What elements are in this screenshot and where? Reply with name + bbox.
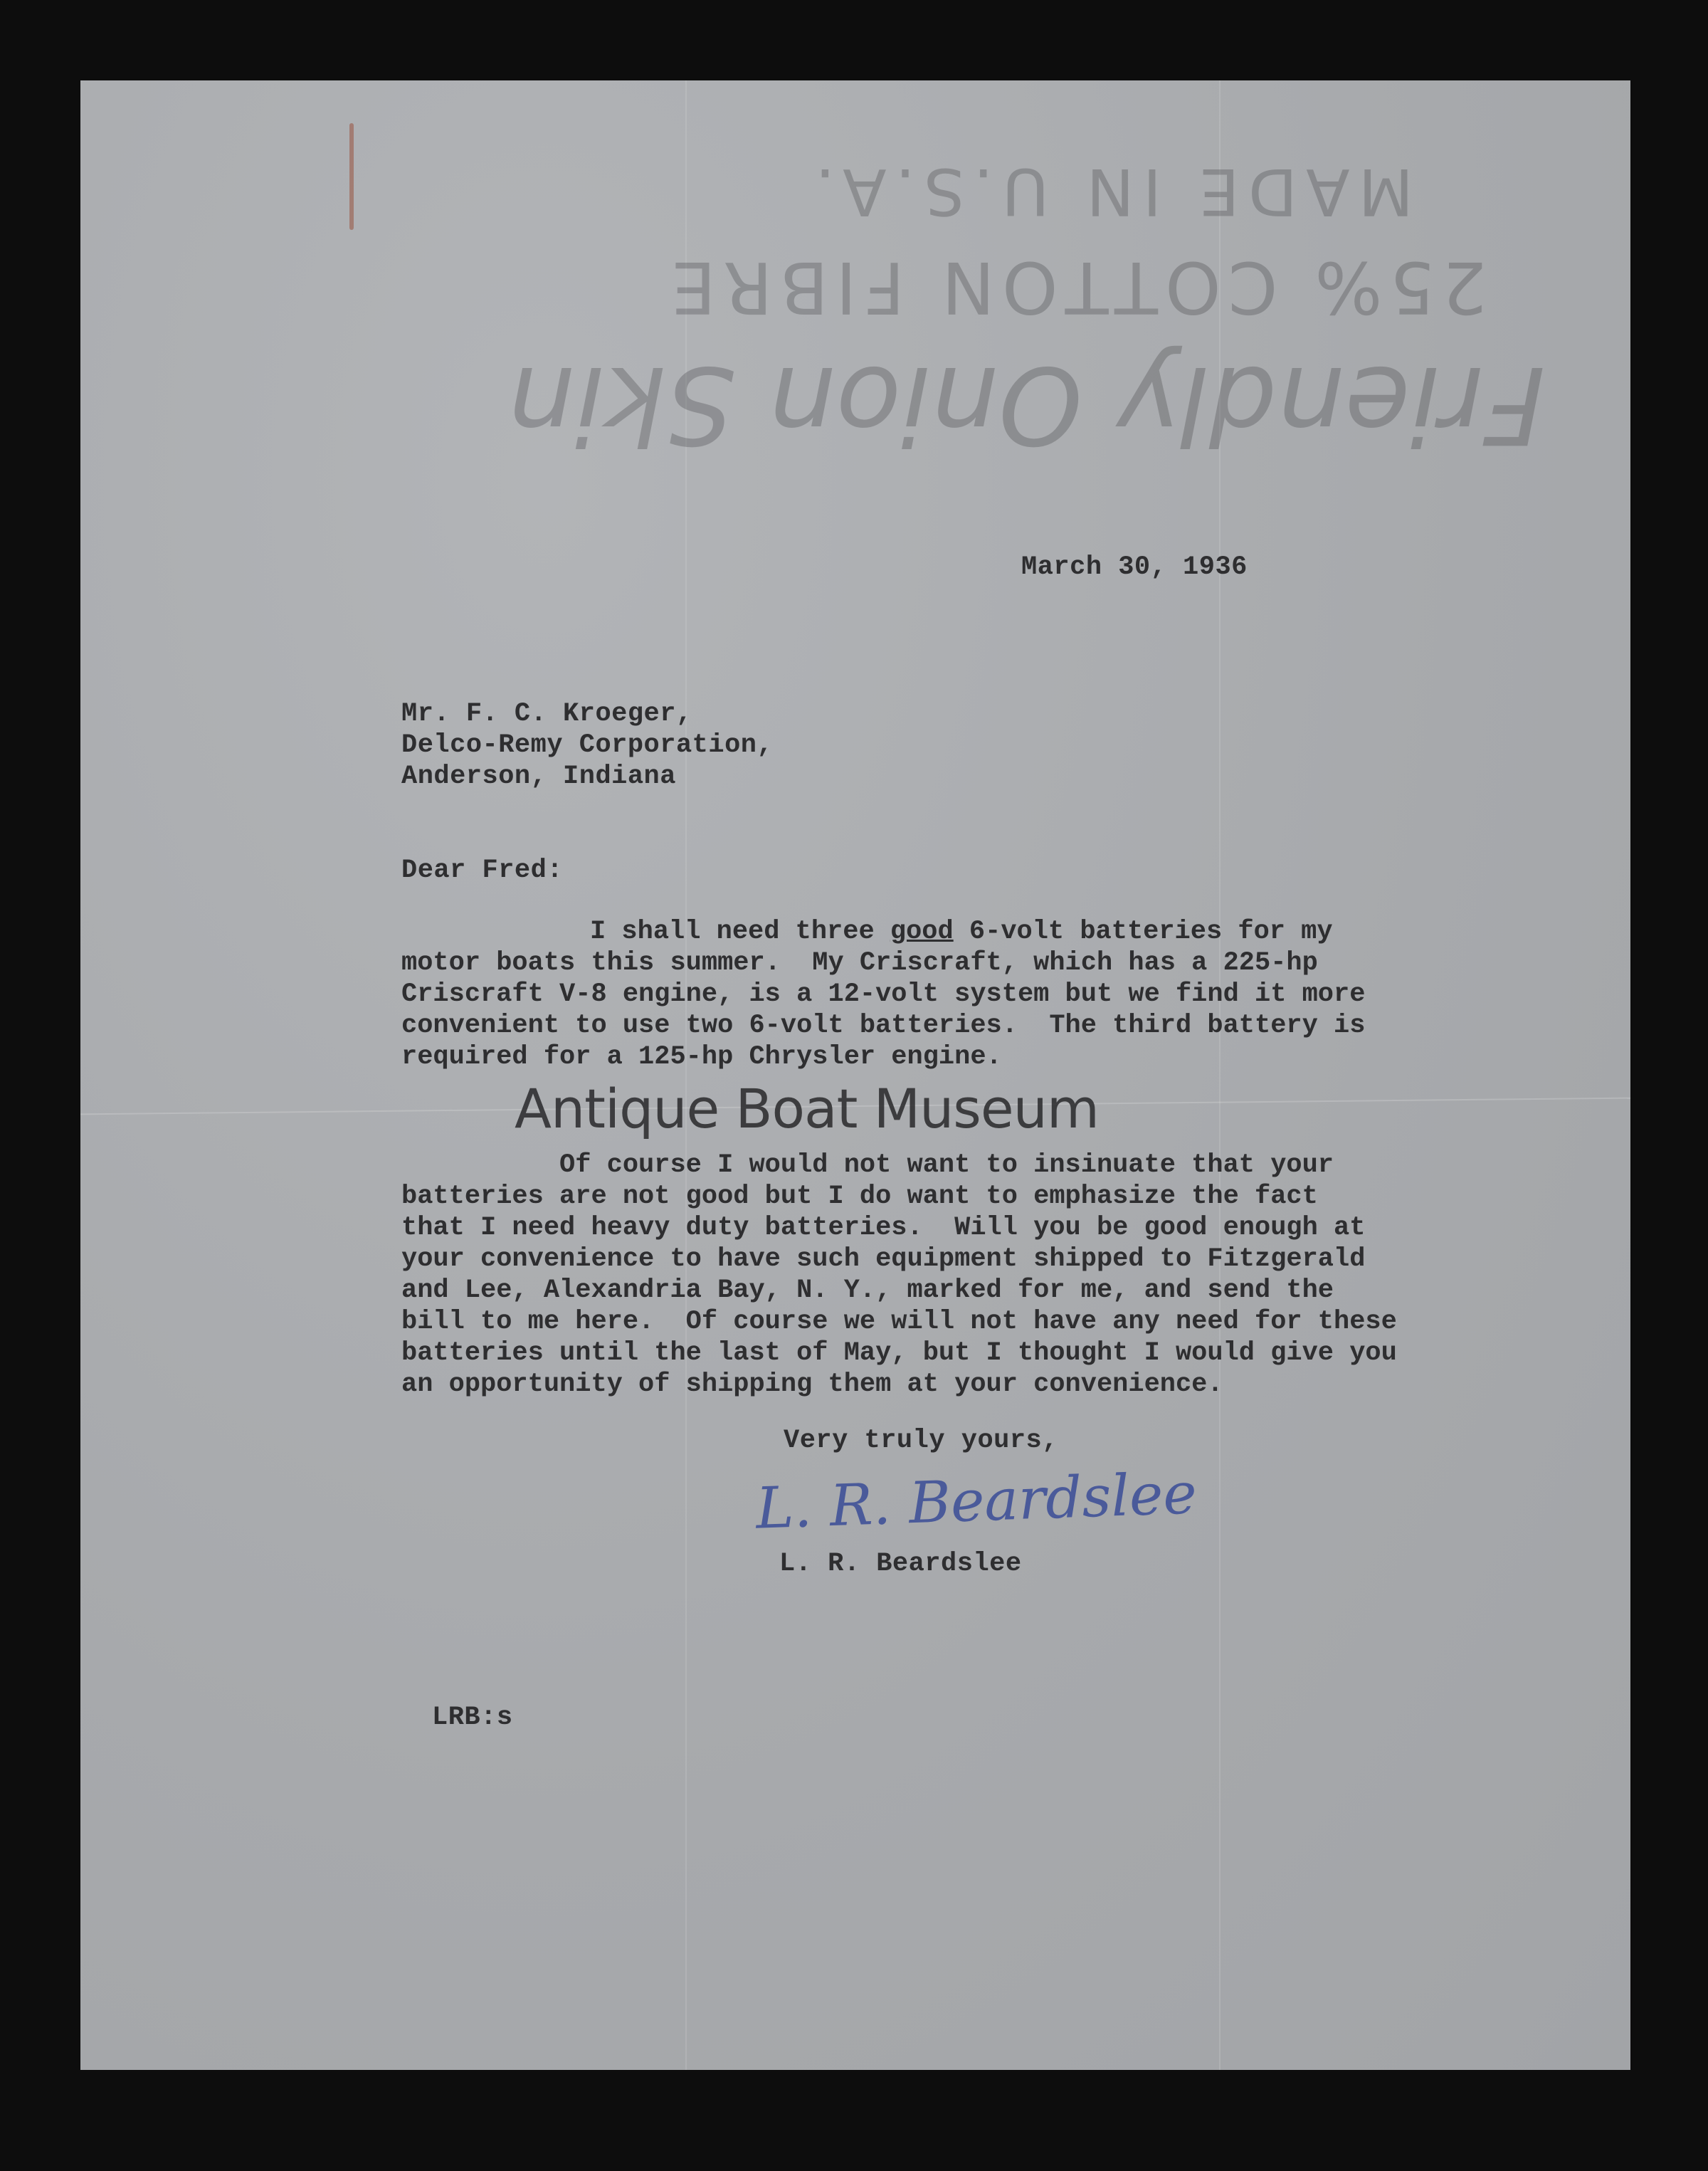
text-line: bill to me here. Of course we will not have any need for these: [401, 1307, 1397, 1337]
recipient-line: Mr. F. C. Kroeger,: [401, 699, 692, 729]
text: 6-volt batteries for my: [953, 917, 1333, 947]
salutation: Dear Fred:: [401, 856, 564, 885]
letter-page: [80, 80, 1630, 2070]
museum-watermark: Antique Boat Museum: [515, 1077, 1099, 1140]
text-line: Criscraft V-8 engine, is a 12-volt system but we find it more: [401, 979, 1366, 1009]
text-line: and Lee, Alexandria Bay, N. Y., marked for me, and send the: [401, 1276, 1334, 1305]
text-line: batteries are not good but I do want to emphasize the fact: [401, 1182, 1318, 1211]
recipient-line: Anderson, Indiana: [401, 762, 676, 792]
text-line: that I need heavy duty batteries. Will you be good enough at: [401, 1213, 1366, 1243]
text-line: Of course I would not want to insinuate that your: [401, 1150, 1334, 1180]
signer-name: L. R. Beardslee: [779, 1549, 1022, 1579]
text: I shall need three: [590, 917, 890, 947]
text-line: convenient to use two 6-volt batteries. The third battery is: [401, 1011, 1366, 1041]
letterhead-bleed-line1: MADE IN U.S.A.: [806, 154, 1414, 228]
recipient-line: Delco-Remy Corporation,: [401, 730, 774, 760]
reference-initials: LRB:s: [432, 1703, 513, 1733]
paragraph-2: [401, 1150, 1397, 1400]
letterhead-bleed-line2: 25% COTTON FIBRE: [664, 246, 1487, 329]
text-line: an opportunity of shipping them at your convenience.: [401, 1370, 1223, 1399]
handwritten-signature: L. R. Beardslee: [754, 1460, 1198, 1542]
text-line: required for a 125-hp Chrysler engine.: [401, 1042, 1002, 1072]
emphasis-underline: good: [890, 917, 954, 947]
closing: Very truly yours,: [784, 1426, 1058, 1456]
text-line: your convenience to have such equipment shipped to Fitzgerald: [401, 1244, 1366, 1274]
text-line: motor boats this summer. My Criscraft, which has a 225-hp: [401, 948, 1318, 978]
letterhead-bleed-brand: Friendly Onion Skin: [507, 342, 1546, 466]
text-line: batteries until the last of May, but I thought I would give you: [401, 1338, 1397, 1368]
stain-mark: [349, 123, 354, 230]
letter-date: March 30, 1936: [1021, 552, 1248, 582]
paragraph-1: [401, 916, 1365, 1073]
